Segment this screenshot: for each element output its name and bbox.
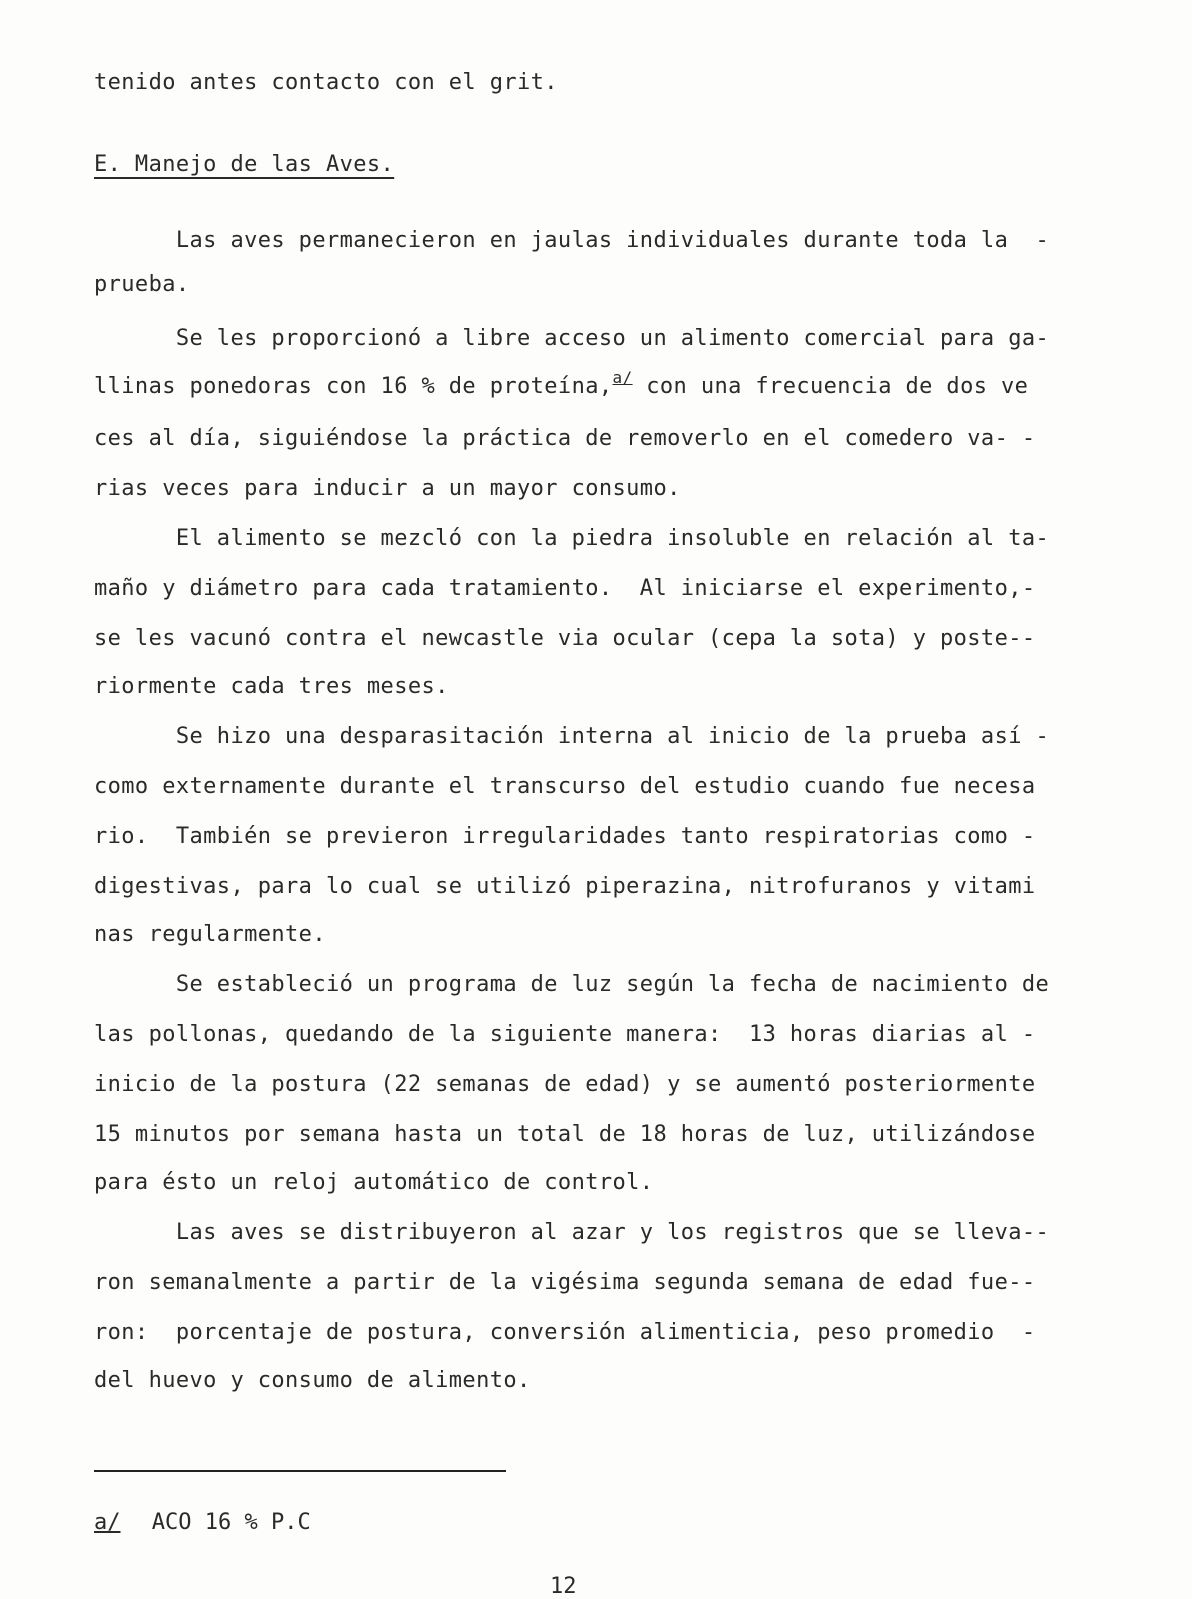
text-line: digestivas, para lo cual se utilizó piperazina, nitrofuranos y vitami (94, 874, 1036, 899)
footnote-text: ACO 16 % P.C (151, 1510, 311, 1535)
text-line: 15 minutos por semana hasta un total de 18 horas de luz, utilizándose (94, 1122, 1036, 1147)
text-line: del huevo y consumo de alimento. (94, 1368, 531, 1393)
text-line: ron: porcentaje de postura, conversión alimenticia, peso promedio - (94, 1320, 1036, 1345)
text-line: ces al día, siguiéndose la práctica de removerlo en el comedero va- - (94, 426, 1036, 451)
text-line: para ésto un reloj automático de control. (94, 1170, 654, 1195)
text-line: prueba. (94, 272, 190, 297)
page-number: 12 (550, 1574, 577, 1599)
footnote-marker: a/ (94, 1510, 121, 1535)
text-span: llinas ponedoras con 16 % de proteína, (94, 374, 613, 399)
text-line: rias veces para inducir a un mayor consumo. (94, 476, 681, 501)
text-line: nas regularmente. (94, 922, 326, 947)
text-line: rio. También se previeron irregularidades tanto respiratorias como - (94, 824, 1036, 849)
footnote (94, 1510, 311, 1535)
text-line: Las aves se distribuyeron al azar y los registros que se lleva-- (94, 1220, 1050, 1245)
text-line: Se les proporcionó a libre acceso un alimento comercial para ga- (94, 326, 1050, 351)
text-line: Se hizo una desparasitación interna al inicio de la prueba así - (94, 724, 1050, 749)
footnote-divider (94, 1470, 506, 1472)
text-line: inicio de la postura (22 semanas de edad) y se aumentó posteriormente (94, 1072, 1036, 1097)
text-line: riormente cada tres meses. (94, 674, 449, 699)
text-line: Las aves permanecieron en jaulas individuales durante toda la - (94, 228, 1050, 253)
text-line: El alimento se mezcló con la piedra insoluble en relación al ta- (94, 526, 1050, 551)
text-line-with-footnote (94, 368, 1084, 403)
text-line: se les vacunó contra el newcastle via ocular (cepa la sota) y poste-- (94, 626, 1036, 651)
footnote-reference: a/ (612, 368, 633, 387)
text-line: como externamente durante el transcurso del estudio cuando fue necesa (94, 774, 1036, 799)
text-span: con una frecuencia de dos ve (632, 374, 1029, 399)
text-line: maño y diámetro para cada tratamiento. Al iniciarse el experimento,- (94, 576, 1036, 601)
section-heading: E. Manejo de las Aves. (94, 152, 395, 177)
text-line: Se estableció un programa de luz según la fecha de nacimiento de (94, 972, 1050, 997)
text-line: ron semanalmente a partir de la vigésima segunda semana de edad fue-- (94, 1270, 1036, 1295)
text-line: las pollonas, quedando de la siguiente manera: 13 horas diarias al - (94, 1022, 1036, 1047)
text-line: tenido antes contacto con el grit. (94, 70, 558, 95)
